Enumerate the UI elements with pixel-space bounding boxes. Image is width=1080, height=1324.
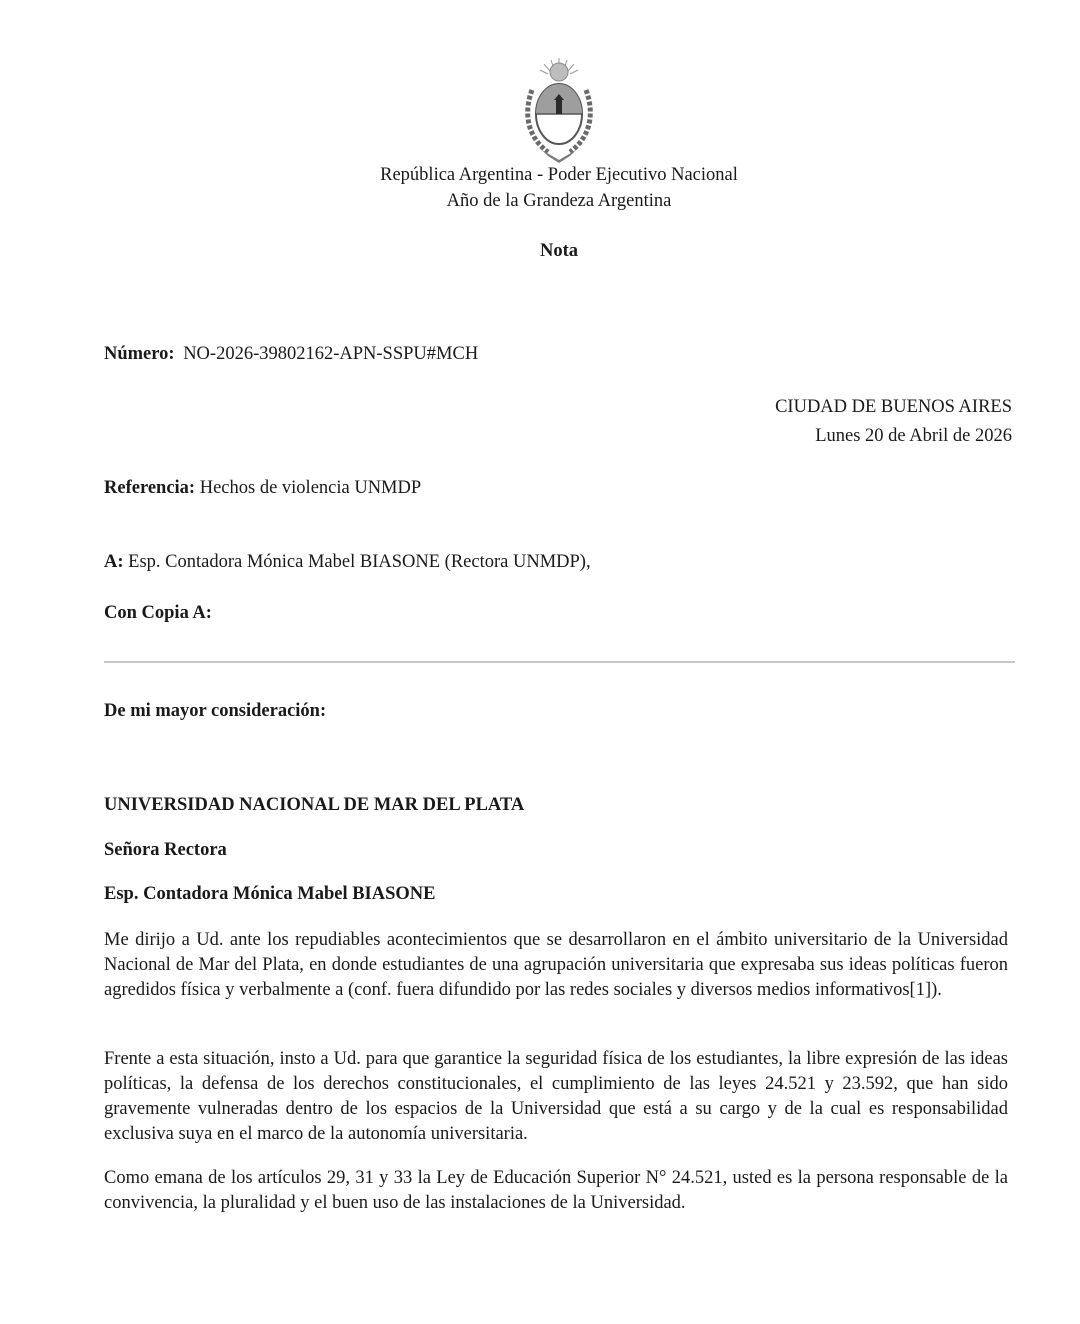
numero-line	[104, 344, 478, 365]
body-paragraph-2: Frente a esta situación, insto a Ud. para que garantice la seguridad física de los estudiantes, la libre expresión de las ideas políticas, la defensa de los derechos constitucionales, el cumplimiento de las leyes 24.521 y 23.592, que han sido gravemente vulneradas dentro de los espacios de la Universidad que está a su cargo y de la cual es responsabilidad exclusiva suya en el marco de la autonomía universitaria.	[104, 1049, 1008, 1144]
header-country: República Argentina - Poder Ejecutivo Nacional	[380, 165, 738, 185]
numero-label: Número:	[104, 344, 175, 364]
place: CIUDAD DE BUENOS AIRES	[775, 397, 1012, 417]
divider	[104, 661, 1015, 663]
greeting: De mi mayor consideración:	[104, 701, 327, 721]
destinatario-label: A:	[104, 552, 124, 572]
body-paragraph-1: Me dirijo a Ud. ante los repudiables acontecimientos que se desarrollaron en el ámbito universitario de la Universidad Nacional de Mar del Plata, en donde estudiantes de una agrupación universitaria que expresaba sus ideas políticas fueron agredidos física y verbalmente a (conf. fuera difundido por las redes sociales y diversos medios informativos[1]).	[104, 930, 1008, 1000]
coat-of-arms-icon	[518, 56, 600, 164]
referencia-value: Hechos de violencia UNMDP	[199, 478, 422, 498]
con-copia-label: Con Copia A:	[104, 603, 212, 623]
addressee-name: Esp. Contadora Mónica Mabel BIASONE	[104, 884, 436, 904]
numero-value: NO-2026-39802162-APN-SSPU#MCH	[183, 344, 479, 364]
document-type: Nota	[539, 241, 579, 261]
header-year-motto: Año de la Grandeza Argentina	[446, 191, 672, 211]
destinatario-value: Esp. Contadora Mónica Mabel BIASONE (Rectora UNMDP),	[128, 552, 591, 572]
destinatario-line	[104, 552, 591, 573]
addressee-institution: UNIVERSIDAD NACIONAL DE MAR DEL PLATA	[104, 795, 525, 815]
date: Lunes 20 de Abril de 2026	[815, 426, 1012, 446]
con-copia-line	[104, 603, 212, 624]
referencia-label: Referencia:	[104, 478, 196, 498]
referencia-line	[104, 478, 421, 499]
body-paragraph-3: Como emana de los artículos 29, 31 y 33 la Ley de Educación Superior N° 24.521, usted es la persona responsable de la convivencia, la pluralidad y el buen uso de las instalaciones de la Universidad.	[104, 1168, 1008, 1213]
addressee-title: Señora Rectora	[104, 840, 227, 860]
